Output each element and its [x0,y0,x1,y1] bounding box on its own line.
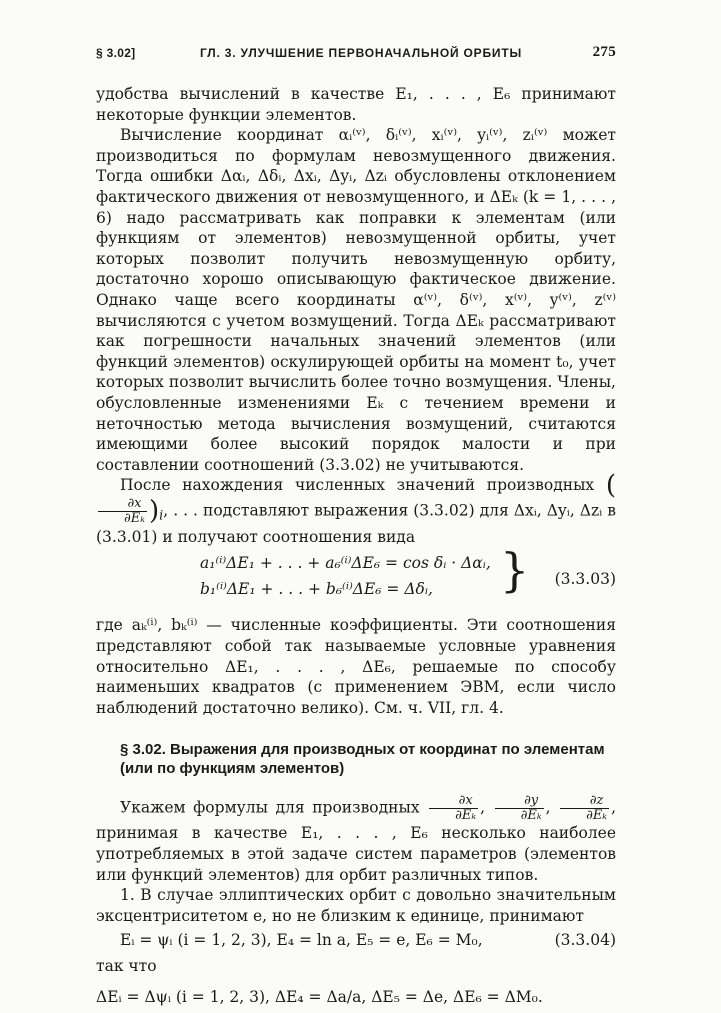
fraction-numerator: ∂x [98,497,147,512]
derivative-dz: $\frac{\partial z}{\text{∂Eₖ}}$ [560,794,609,823]
paragraph-7: так что [96,957,157,976]
equation-3-3-03 [96,543,616,611]
paragraph-5-post: , принимая в качестве E₁, . . . , E₆ несколько наиболее употребляемых в этой задаче систем параметров (элементов или функций элементов) для орбит различных типов. [96,798,616,884]
equation-line-1: a₁⁽ⁱ⁾ΔE₁ + . . . + a₆⁽ⁱ⁾ΔE₆ = cos δᵢ · Δαᵢ, [200,554,491,573]
section-heading: § 3.02. Выражения для производных от координат по элементам (или по функциям элементов) [120,741,605,778]
paragraph-2: Вычисление координат αᵢ⁽ᵛ⁾, δᵢ⁽ᵛ⁾, xᵢ⁽ᵛ⁾, yᵢ⁽ᵛ⁾, zᵢ⁽ᵛ⁾ может производиться по формулам невозмущенного движения. Тогда ошибки Δαᵢ, Δδᵢ, Δxᵢ, Δyᵢ, Δzᵢ обусловлены отклонением фактического движения от невозмущенного, и ΔEₖ (k = 1, . . . , 6) надо рассматривать как поправки к элементам (или функциям от элементов) невозмущенной орбиты, учет которых позволит получить невозмущенную орбиту, достаточно хорошо описывающую фактическое движение. Однако чаще всего координаты α⁽ᵛ⁾, δ⁽ᵛ⁾, x⁽ᵛ⁾, y⁽ᵛ⁾, z⁽ᵛ⁾ вычисляются с учетом возмущений. Тогда ΔEₖ рассматривают как погрешности начальных значений элементов (или функций элементов) оскулирующей орбиты на момент t₀, учет которых позволит вычислить более точно возмущения. Члены, обусловленные изменениями Eₖ с течением времени и неточностью метода вычисления возмущений, считаются имеющими более высокий порядок малости и при составлении соотношений (3.3.02) не учитываются. [96,126,616,474]
equation-3-3-04-number: (3.3.04) [554,931,616,950]
derivative-fraction [98,497,147,526]
paragraph-3-post: , . . . подставляют выражения (3.3.02) для Δxᵢ, Δyᵢ, Δzᵢ в (3.3.01) и получают соотношения вида [96,501,616,546]
paragraph-3-pre: После нахождения численных значений производных [120,476,595,495]
fraction-denominator: ∂Eₖ [124,510,145,526]
header-chapter-title: ГЛ. 3. УЛУЧШЕНИЕ ПЕРВОНАЧАЛЬНОЙ ОРБИТЫ [200,46,523,60]
left-paren: ( [605,470,616,501]
equation-deltas-body: ΔEᵢ = Δψᵢ (i = 1, 2, 3), ΔE₄ = Δa/a, ΔE₅ = Δe, ΔE₆ = ΔM₀. [96,987,543,1006]
equation-number: (3.3.03) [554,570,616,589]
equation-3-3-04 [96,930,616,956]
running-header [96,44,616,68]
equation-3-3-04-body: Eᵢ = ψᵢ (i = 1, 2, 3), E₄ = ln a, E₅ = e, E₆ = M₀, [120,931,483,950]
equation-line-2: b₁⁽ⁱ⁾ΔE₁ + . . . + b₆⁽ⁱ⁾ΔE₆ = Δδᵢ, [200,580,433,599]
derivative-dy: $\frac{\partial y}{\text{∂Eₖ}}$ [495,794,544,823]
paragraph-5: Укажем формулы для производных $\frac{\partial x}{\text{∂Eₖ}}$ , $\frac{\partial y}{\text{∂Eₖ}}$ , $\frac{\partial z}{\text{∂Eₖ}}$ , принимая в качестве E₁, . . . , E₆ несколько наиболее употребляемых в этой задаче систем параметров (элементов или функций элементов) для орбит различных типов. [96,793,616,884]
header-section-ref: § 3.02] [96,46,136,60]
page-number: 275 [592,44,616,60]
right-paren: ) [148,495,160,526]
paragraph-5-pre: Укажем формулы для производных [120,798,420,817]
page-body [96,84,616,1013]
paragraph-6: 1. В случае эллиптических орбит с довольно значительным эксцентриситетом e, но не близким к единице, принимают [96,886,616,925]
derivative-dx: $\frac{\partial x}{\text{∂Eₖ}}$ [429,794,478,823]
paragraph-1: удобства вычислений в качестве E₁, . . . , E₆ принимают некоторые функции элементов. [96,85,616,124]
paragraph-3: После нахождения численных значений производных ( $\frac{\partial x}{\text{∂Eₖ}}$ )$_i$, . . . подставляют выражения (3.3.02) для Δxᵢ, Δyᵢ, Δzᵢ в (3.3.01) и получают соотношения вида [96,470,616,546]
paragraph-4: где aₖ⁽ⁱ⁾, bₖ⁽ⁱ⁾ — численные коэффициенты. Эти соотношения представляют собой так называемые условные уравнения относительно ΔE₁, . . . , ΔE₆, решаемые по способу наименьших квадратов (с применением ЭВМ, если число наблюдений достаточно велико). См. ч. VII, гл. 4. [96,616,616,717]
right-brace: } [500,543,530,598]
